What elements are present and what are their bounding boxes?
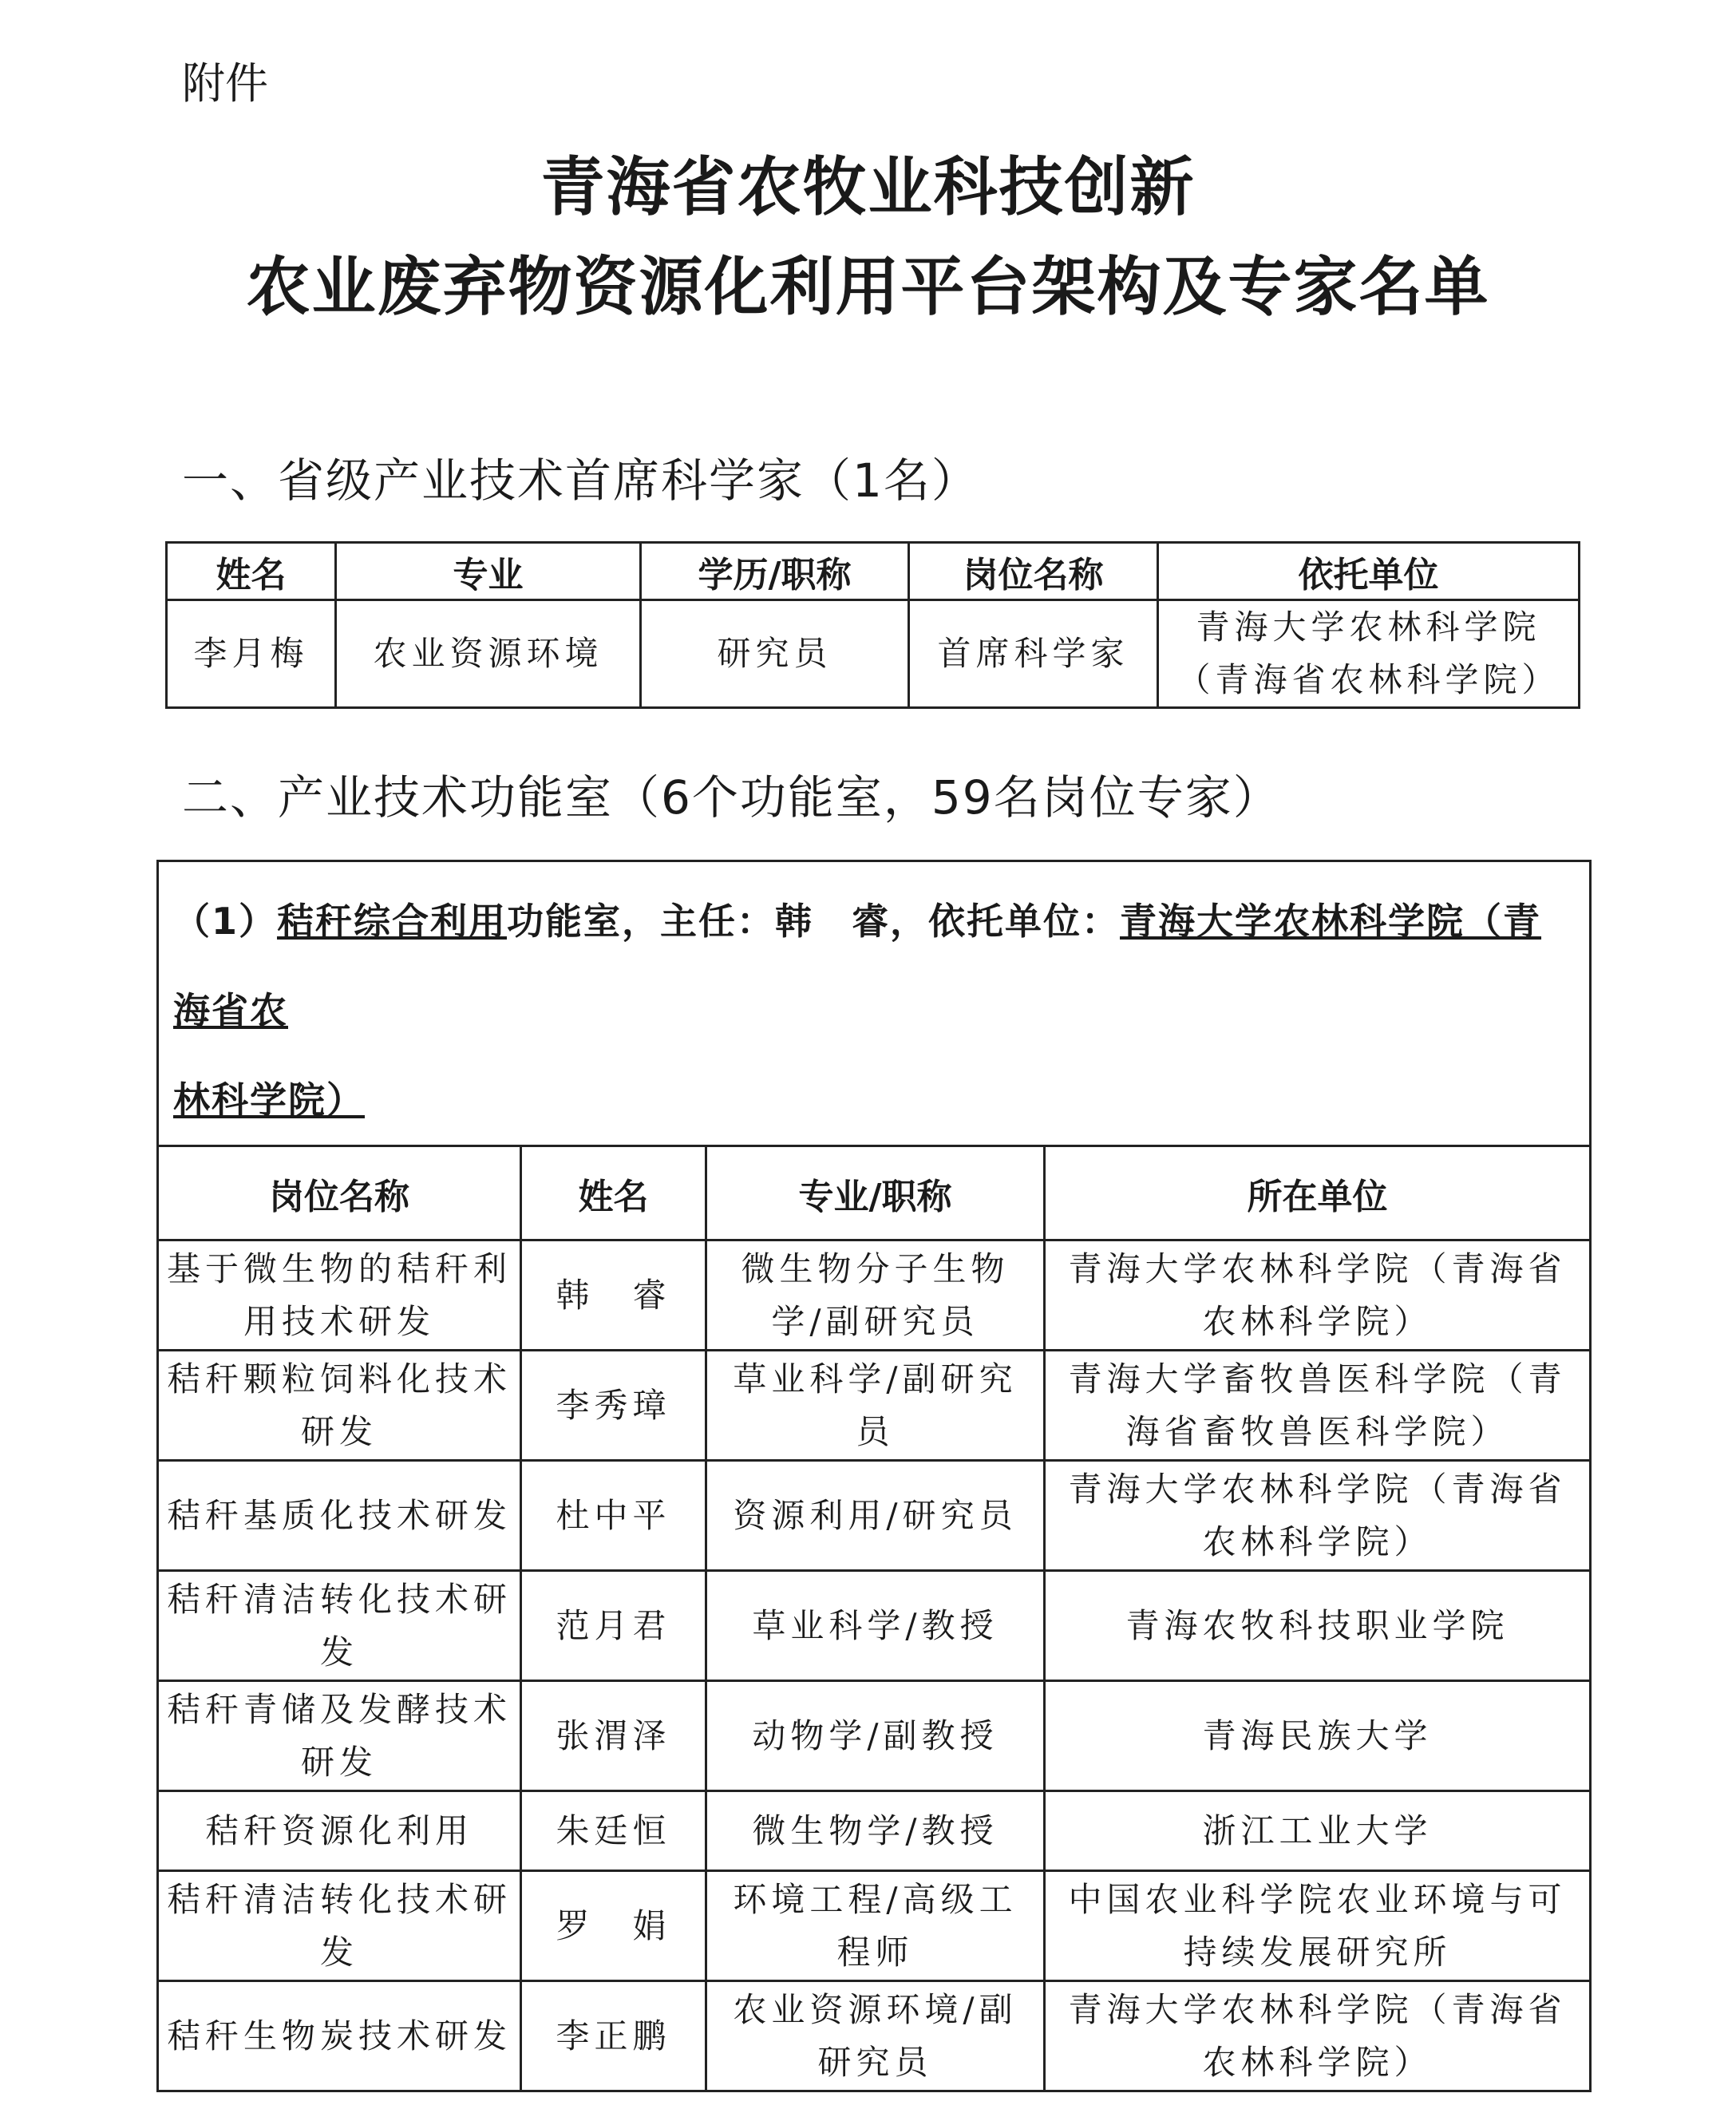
- header-post: 岗位名称: [158, 1146, 521, 1240]
- page-title: 青海省农牧业科技创新: [540, 150, 1196, 224]
- cell-unit: 青海大学农林科学院（青海省农林科学院）: [1045, 1240, 1591, 1351]
- header-education: 学历/职称: [641, 543, 909, 600]
- header-unit: 所在单位: [1045, 1146, 1591, 1240]
- cell-name: 李秀璋: [521, 1351, 706, 1461]
- cell-unit: 青海大学农林科学院（青海省农林科学院）: [1045, 1981, 1591, 2091]
- cell-post: 首席科学家: [909, 600, 1158, 708]
- room-prefix: （1）: [173, 900, 278, 943]
- table-row: [158, 1461, 1591, 1571]
- cell-name: 李正鹏: [521, 1981, 706, 2091]
- table-row: [158, 1871, 1591, 1981]
- cell-major: 草业科学/教授: [706, 1571, 1045, 1681]
- table-row: [158, 1981, 1591, 2091]
- section1-heading: 一、省级产业技术首席科学家（1名）: [182, 453, 979, 508]
- room-header: [158, 861, 1591, 1146]
- table-header-row: [167, 543, 1580, 600]
- table-row: [158, 1351, 1591, 1461]
- section2-heading: 二、产业技术功能室（6个功能室，59名岗位专家）: [182, 770, 1281, 825]
- room-unit-line1: 青海大学农林科学院（青海省农: [173, 900, 1542, 1032]
- cell-unit: [1158, 600, 1580, 708]
- cell-post: 秸秆清洁转化技术研发: [158, 1571, 521, 1681]
- cell-unit: 青海民族大学: [1045, 1681, 1591, 1791]
- cell-major: 草业科学/副研究员: [706, 1351, 1045, 1461]
- cell-post: 秸秆清洁转化技术研发: [158, 1871, 521, 1981]
- cell-major: 微生物分子生物学/副研究员: [706, 1240, 1045, 1351]
- page-subtitle: 农业废弃物资源化利用平台架构及专家名单: [246, 250, 1490, 324]
- cell-post: 秸秆基质化技术研发: [158, 1461, 521, 1571]
- table-row: [158, 1240, 1591, 1351]
- cell-name: 张渭泽: [521, 1681, 706, 1791]
- cell-name: 罗 娟: [521, 1871, 706, 1981]
- cell-title: 研究员: [641, 600, 909, 708]
- header-major: 专业: [336, 543, 641, 600]
- table-row: [158, 1681, 1591, 1791]
- cell-post: 基于微生物的秸秆利用技术研发: [158, 1240, 521, 1351]
- cell-name: 韩 睿: [521, 1240, 706, 1351]
- header-major: 专业/职称: [706, 1146, 1045, 1240]
- cell-post: 秸秆颗粒饲料化技术研发: [158, 1351, 521, 1461]
- cell-major: 动物学/副教授: [706, 1681, 1045, 1791]
- cell-post: 秸秆青储及发酵技术研发: [158, 1681, 521, 1791]
- room-name: 秸秆综合利用: [277, 900, 508, 943]
- room-unit-line2: 林科学院）: [173, 1078, 365, 1122]
- unit-line2: （青海省农林科学院）: [1176, 660, 1560, 699]
- cell-name: 杜中平: [521, 1461, 706, 1571]
- room-header-row: [158, 861, 1591, 1146]
- chief-scientist-table: [165, 541, 1580, 709]
- header-name: 姓名: [521, 1146, 706, 1240]
- cell-name: 范月君: [521, 1571, 706, 1681]
- function-room-table: [156, 860, 1592, 2092]
- header-name: 姓名: [167, 543, 336, 600]
- header-unit: 依托单位: [1158, 543, 1580, 600]
- cell-major: 农业资源环境: [336, 600, 641, 708]
- cell-post: 秸秆生物炭技术研发: [158, 1981, 521, 2091]
- attachment-label: 附件: [182, 58, 268, 109]
- table-row: [158, 1791, 1591, 1871]
- cell-major: 农业资源环境/副研究员: [706, 1981, 1045, 2091]
- cell-major: 微生物学/教授: [706, 1791, 1045, 1871]
- cell-major: 环境工程/高级工程师: [706, 1871, 1045, 1981]
- room-mid: 功能室，主任：韩 睿，依托单位：: [507, 900, 1121, 943]
- cell-unit: 青海农牧科技职业学院: [1045, 1571, 1591, 1681]
- cell-unit: 青海大学畜牧兽医科学院（青海省畜牧兽医科学院）: [1045, 1351, 1591, 1461]
- table-header-row: [158, 1146, 1591, 1240]
- cell-name: 李月梅: [167, 600, 336, 708]
- cell-post: 秸秆资源化利用: [158, 1791, 521, 1871]
- table-row: [158, 1571, 1591, 1681]
- cell-unit: 青海大学农林科学院（青海省农林科学院）: [1045, 1461, 1591, 1571]
- cell-unit: 中国农业科学院农业环境与可持续发展研究所: [1045, 1871, 1591, 1981]
- cell-major: 资源利用/研究员: [706, 1461, 1045, 1571]
- cell-unit: 浙江工业大学: [1045, 1791, 1591, 1871]
- header-post: 岗位名称: [909, 543, 1158, 600]
- table-row: [167, 600, 1580, 708]
- cell-name: 朱廷恒: [521, 1791, 706, 1871]
- unit-line1: 青海大学农林科学院: [1196, 607, 1541, 647]
